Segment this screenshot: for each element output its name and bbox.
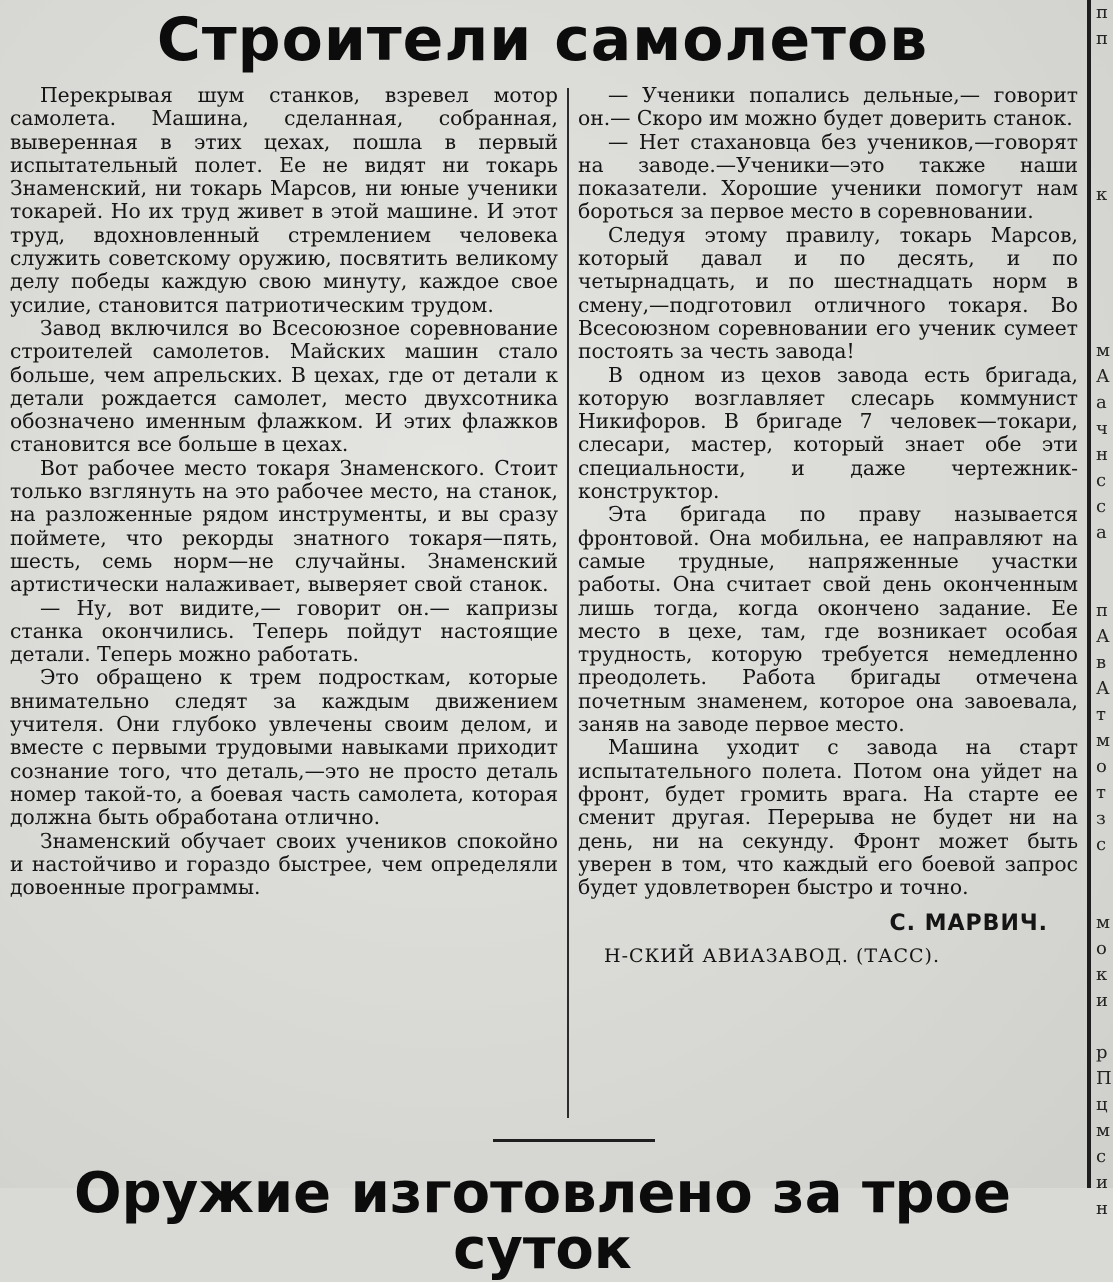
edge-fragment: А bbox=[1096, 626, 1110, 647]
paragraph: Перекрывая шум станков, взревел мотор самолета. Машина, сделанная, собранная, выверенная в этих цехах, пошла в первый испытательный полет. Ее не видят ни токарь Знаменский, ни токарь Марсов, ни юные ученики токарей. Но их труд живет в этой машине. И этот труд, вдохновленный стремлением человека служить советскому оружию, посвятить великому делу победы каждую свою минуту, каждое свое усилие, становится патриотическим трудом. bbox=[10, 83, 558, 317]
paragraph: Знаменский обучает своих учеников спокойно и настойчиво и гораздо быстрее, чем определяли довоенные программы. bbox=[10, 828, 558, 900]
edge-fragment: м bbox=[1096, 730, 1111, 751]
edge-fragment: п bbox=[1096, 2, 1108, 23]
edge-fragment: о bbox=[1096, 756, 1107, 777]
paragraph: Машина уходит с завода на старт испытательного полета. Потом она уйдет на фронт, будет громить врага. На старте ее сменит другая. Перерыва не будет ни на день, ни на секунду. Фронт может быть уверен в том, что каждый его боевой запрос будет удовлетворен быстро и точно. bbox=[578, 735, 1078, 900]
paragraph: — Ну, вот видите,— говорит он.— капризы станка окончились. Теперь пойдут настоящие детали. Теперь можно работать. bbox=[10, 595, 558, 667]
edge-fragment: п bbox=[1096, 600, 1108, 621]
edge-fragment bbox=[1096, 286, 1113, 312]
edge-fragment: м bbox=[1096, 340, 1111, 361]
edge-fragment bbox=[1096, 884, 1113, 910]
edge-fragment: н bbox=[1096, 444, 1108, 465]
edge-fragment: П bbox=[1096, 1068, 1112, 1089]
article-column-left bbox=[10, 84, 558, 899]
edge-fragment bbox=[1096, 156, 1113, 182]
edge-fragment: т bbox=[1096, 782, 1106, 803]
column-divider bbox=[567, 88, 569, 1118]
edge-fragment: с bbox=[1096, 496, 1107, 517]
edge-fragment: и bbox=[1096, 1172, 1108, 1193]
edge-fragment: т bbox=[1096, 704, 1106, 725]
adjacent-column-fragment bbox=[1096, 0, 1113, 1222]
paragraph: В одном из цехов завода есть бригада, которую возглавляет слесарь коммунист Никифоров. В бригаде 7 человек—токари, слесари, мастер, который знает обе эти специальности, и даже чертежник-конструктор. bbox=[578, 362, 1078, 504]
edge-fragment: к bbox=[1096, 184, 1108, 205]
edge-fragment: к bbox=[1096, 964, 1108, 985]
edge-fragment: м bbox=[1096, 912, 1111, 933]
edge-fragment: А bbox=[1096, 366, 1110, 387]
edge-fragment: о bbox=[1096, 938, 1107, 959]
edge-fragment bbox=[1096, 234, 1113, 260]
edge-fragment bbox=[1096, 546, 1113, 572]
edge-fragment: а bbox=[1096, 522, 1107, 543]
page-column-border bbox=[1087, 0, 1091, 1188]
paragraph: Это обращено к трем подросткам, которые внимательно следят за каждым движением учителя. Они глубоко увлечены своим делом, и вместе с первыми трудовыми навыками приходит сознание того, что деталь,—это не просто деталь номер такой-то, а боевая часть самолета, которая должна быть обработана отлично. bbox=[10, 665, 558, 830]
paragraph: Завод включился во Всесоюзное соревнование строителей самолетов. Майских машин стало больше, чем апрельских. В цехах, где от детали к детали рождается самолет, место двухсотника обозначено именным флажком. И этих флажков становится все больше в цехах. bbox=[10, 315, 558, 457]
edge-fragment bbox=[1096, 208, 1113, 234]
edge-fragment bbox=[1096, 1014, 1113, 1040]
edge-fragment bbox=[1096, 130, 1113, 156]
section-separator bbox=[493, 1139, 655, 1142]
edge-fragment: ц bbox=[1096, 1094, 1108, 1115]
edge-fragment: с bbox=[1096, 834, 1107, 855]
edge-fragment: с bbox=[1096, 1146, 1107, 1167]
author-signature: С. МАРВИЧ. bbox=[889, 911, 1048, 937]
edge-fragment: в bbox=[1096, 652, 1107, 673]
edge-fragment: ч bbox=[1096, 418, 1108, 439]
edge-fragment: м bbox=[1096, 1120, 1111, 1141]
edge-fragment: п bbox=[1096, 28, 1108, 49]
paragraph: Эта бригада по праву называется фронтовой. Она мобильна, ее направляют на самые трудные, напряженные участки работы. Она считает свой день оконченным лишь тогда, когда окончено задание. Ее место в цехе, там, где возникает особая трудность, которую требуется немедленно преодолеть. Работа бригады отмечена почетным знаменем, которое она завоевала, заняв на заводе первое место. bbox=[578, 502, 1078, 737]
edge-fragment: з bbox=[1096, 808, 1106, 829]
paragraph: — Ученики попались дельные,— говорит он.— Скоро им можно будет доверить станок. bbox=[578, 83, 1078, 131]
edge-fragment bbox=[1096, 78, 1113, 104]
article-headline: Строители самолетов bbox=[156, 5, 929, 75]
article-column-right bbox=[578, 84, 1078, 969]
edge-fragment: н bbox=[1096, 1198, 1108, 1219]
edge-fragment bbox=[1096, 858, 1113, 884]
edge-fragment: с bbox=[1096, 470, 1107, 491]
edge-fragment: А bbox=[1096, 678, 1110, 699]
edge-fragment bbox=[1096, 52, 1113, 78]
edge-fragment bbox=[1096, 572, 1113, 598]
paragraph: Вот рабочее место токаря Знаменского. Стоит только взглянуть на это рабочее место, на станок, на разложенные рядом инструменты, и вы сразу поймете, что рекорды знатного токаря—пять, шесть, семь норм—не случайны. Знаменский артистически налаживает, выверяет свой станок. bbox=[10, 455, 558, 597]
edge-fragment bbox=[1096, 312, 1113, 338]
edge-fragment: и bbox=[1096, 990, 1108, 1011]
edge-fragment bbox=[1096, 260, 1113, 286]
next-article-headline: Оружие изготовлено за трое суток bbox=[74, 1161, 1011, 1282]
paragraph: — Нет стахановца без учеников,—говорят на заводе.—Ученики—это также наши показатели. Хорошие ученики помогут нам бороться за первое место в соревновании. bbox=[578, 129, 1078, 224]
edge-fragment: а bbox=[1096, 392, 1107, 413]
dateline: Н-СКИЙ АВИАЗАВОД. (ТАСС). bbox=[604, 945, 941, 968]
edge-fragment bbox=[1096, 104, 1113, 130]
paragraph: Следуя этому правилу, токарь Марсов, который давал и по десять, и по четырнадцать, и по шестнадцать норм в смену,—подготовил отличного токаря. Во Всесоюзном соревновании его ученик сумеет постоять за честь завода! bbox=[578, 222, 1078, 364]
edge-fragment: р bbox=[1096, 1042, 1108, 1063]
